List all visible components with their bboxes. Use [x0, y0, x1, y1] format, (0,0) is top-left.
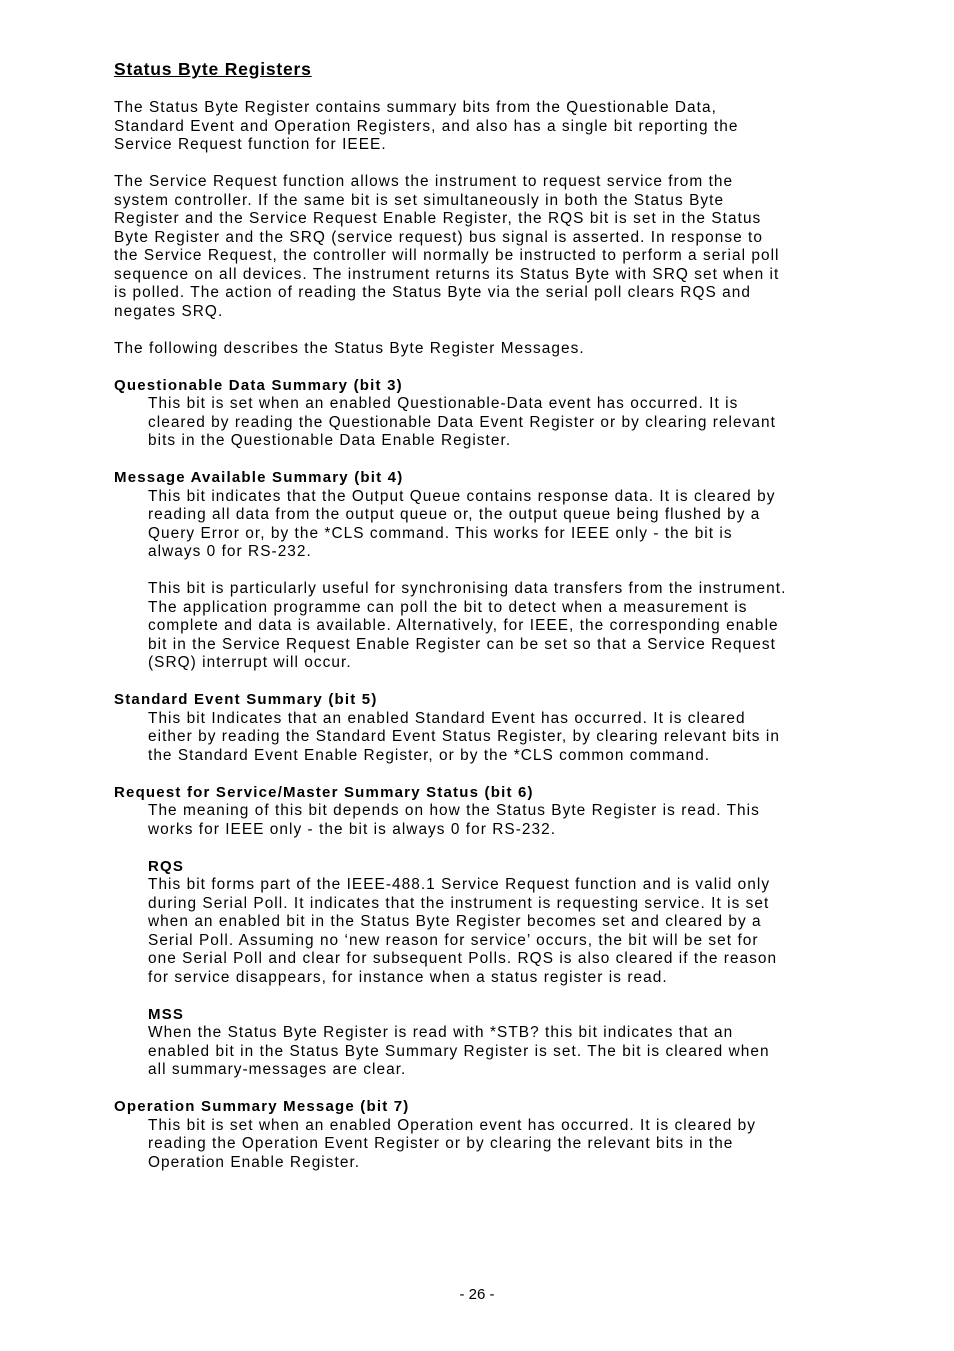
- rqs-heading: RQS: [148, 857, 185, 875]
- section-standard-event-summary: [114, 691, 874, 765]
- section-heading: Questionable Data Summary (bit 3): [114, 376, 403, 394]
- section-body: This bit is particularly useful for synchronising data transfers from the instrument. The application programme can poll the bit to detect when a measurement is complete and data is available. Alternatively, for IEEE, the corresponding enable bit in the Service Request Enable Register can be set so that a Service Request (SRQ) interrupt will occur.: [148, 580, 787, 671]
- section-operation-summary-message: [114, 1098, 874, 1172]
- document-page: [114, 58, 874, 1191]
- section-body: This bit indicates that the Output Queue contains response data. It is cleared by reading all data from the output queue or, the output queue being flushed by a Query Error or, by the *CLS command. This works for IEEE only - the bit is always 0 for RS-232.: [148, 487, 776, 560]
- mss-subsection: [148, 1006, 874, 1080]
- rqs-subsection: [148, 858, 874, 988]
- section-heading: Operation Summary Message (bit 7): [114, 1098, 410, 1115]
- section-heading: Request for Service/Master Summary Status (bit 6): [114, 783, 534, 801]
- page-title: Status Byte Registers: [114, 59, 312, 79]
- rqs-body: This bit forms part of the IEEE-488.1 Service Request function and is valid only during Serial Poll. It indicates that the instrument is requesting service. It is set when an enabled bit in the Status Byte Register becomes set and cleared by a Serial Poll. Assuming no ‘new reason for service’ occurs, the bit will be set for one Serial Poll and clear for subsequent Polls. RQS is also cleared if the reason for service disappears, for instance when a status register is read.: [148, 876, 778, 986]
- section-request-for-service: [114, 784, 874, 1080]
- section-body: This bit is set when an enabled Operation event has occurred. It is cleared by reading the Operation Event Register or by clearing the relevant bits in the Operation Enable Register.: [148, 1116, 757, 1171]
- intro-paragraph-1: The Status Byte Register contains summary bits from the Questionable Data, Standard Event and Operation Registers, and also has a single bit reporting the Service Request function for IEEE.: [114, 99, 739, 153]
- page-number: - 26 -: [459, 1286, 495, 1303]
- mss-heading: MSS: [148, 1005, 185, 1023]
- mss-body: When the Status Byte Register is read with *STB? this bit indicates that an enabled bit in the Status Byte Summary Register is set. The bit is cleared when all summary-messages are clear.: [148, 1024, 770, 1078]
- intro-paragraph-2: The Service Request function allows the instrument to request service from the system controller. If the same bit is set simultaneously in both the Status Byte Register and the Service Request Enable Register, the RQS bit is set in the Status Byte Register and the SRQ (service request) bus signal is asserted. In response to the Service Request, the controller will normally be instructed to perform a serial poll sequence on all devices. The instrument returns its Status Byte with SRQ set when it is polled. The action of reading the Status Byte via the serial poll clears RQS and negates SRQ.: [114, 173, 780, 320]
- section-heading: Message Available Summary (bit 4): [114, 469, 404, 486]
- section-heading: Standard Event Summary (bit 5): [114, 691, 378, 708]
- section-body: This bit is set when an enabled Questionable-Data event has occurred. It is cleared by reading the Questionable Data Event Register or by clearing relevant bits in the Questionable Data Enable Register.: [148, 395, 776, 449]
- section-questionable-data-summary: [114, 377, 874, 451]
- section-body: The meaning of this bit depends on how the Status Byte Register is read. This works for IEEE only - the bit is always 0 for RS-232.: [148, 802, 760, 838]
- intro-paragraph-3: The following describes the Status Byte Register Messages.: [114, 339, 585, 357]
- section-body: This bit Indicates that an enabled Standard Event has occurred. It is cleared either by reading the Standard Event Status Register, by clearing relevant bits in the Standard Event Enable Register, or by the *CLS common command.: [148, 709, 780, 764]
- section-message-available-summary: [114, 469, 874, 673]
